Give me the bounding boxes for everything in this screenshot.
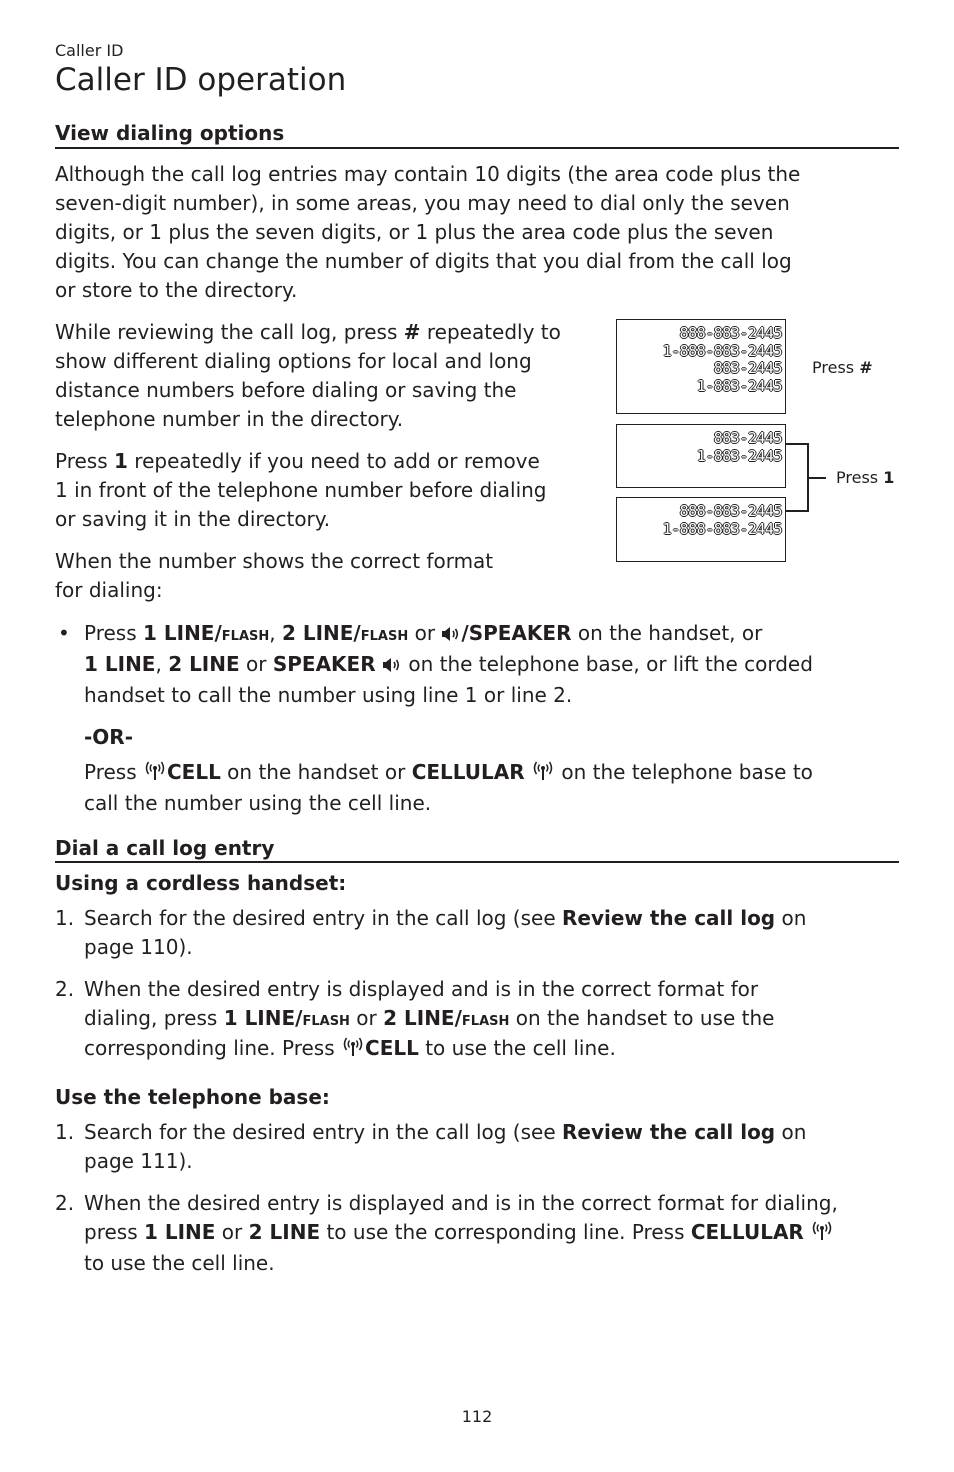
intro-line: digits, or 1 plus the seven digits, or 1 plus the area code plus the seven xyxy=(55,220,774,244)
correct-format-paragraph: When the number shows the correct format for dialing: xyxy=(55,549,494,602)
press-one-paragraph: Press 1 repeatedly if you need to add or remove 1 in front of the telephone number before dialing or saving it in the directory. xyxy=(55,449,547,531)
display-number: 1-888-883-2445 xyxy=(662,519,782,538)
page-number: 112 xyxy=(461,1407,493,1426)
cordless-step-2: When the desired entry is displayed and is in the correct format for dialing, press 1 LINE/flash or 2 LINE/flash on the handset to use the corresponding line. Press CELL to use the cell line. xyxy=(84,975,774,1065)
display-number: 888-883-2445 xyxy=(679,502,782,520)
dial-entry-heading: Dial a call log entry xyxy=(55,836,275,860)
cell-antenna-icon xyxy=(143,760,167,789)
display-number: 1-883-2445 xyxy=(696,446,782,465)
one-key: 1 xyxy=(114,449,128,473)
display-number: 1-888-883-2445 xyxy=(662,341,782,360)
press-one-label: Press 1 xyxy=(836,468,895,487)
step-number: 1. xyxy=(55,1120,75,1144)
section-label: Caller ID xyxy=(55,41,124,60)
intro-line: Although the call log entries may contain 10 digits (the area code plus the xyxy=(55,162,801,186)
cordless-step-1: Search for the desired entry in the call log (see Review the call log on page 110). xyxy=(84,906,807,959)
display-screen-long-distance xyxy=(616,497,786,562)
speaker-icon xyxy=(382,652,402,681)
intro-line: seven-digit number), in some areas, you may need to dial only the seven xyxy=(55,191,790,215)
cell-antenna-icon xyxy=(341,1036,365,1065)
step-number: 1. xyxy=(55,906,75,930)
display-number: 1-883-2445 xyxy=(696,376,782,395)
speaker-icon xyxy=(441,621,461,650)
or-separator: -OR- xyxy=(84,725,134,749)
base-step-2: When the desired entry is displayed and is in the correct format for dialing, press 1 LINE or 2 LINE to use the corresponding line. Press CELLULAR to use the cell line. xyxy=(84,1191,838,1275)
heading-rule xyxy=(55,861,899,863)
step-number: 2. xyxy=(55,1191,75,1215)
press-hash-label: Press # xyxy=(812,358,873,377)
hash-key: # xyxy=(403,320,421,344)
heading-rule xyxy=(55,147,899,149)
cordless-subheading: Using a cordless handset: xyxy=(55,871,347,895)
display-number: 888-883-2445 xyxy=(679,324,782,342)
display-screen-options xyxy=(616,319,786,414)
cell-antenna-icon xyxy=(810,1220,834,1249)
cell-antenna-icon xyxy=(531,760,555,789)
intro-line: digits. You can change the number of digits that you dial from the call log xyxy=(55,249,792,273)
base-step-1: Search for the desired entry in the call log (see Review the call log on page 111). xyxy=(84,1120,807,1173)
press-hash-paragraph: While reviewing the call log, press # repeatedly to show different dialing options for local and long distance numbers before dialing or saving the telephone number in the directory. xyxy=(55,320,561,431)
dial-instructions-item: Press 1 LINE/flash, 2 LINE/flash or /SPEAKER on the handset, or 1 LINE, 2 LINE or SPEAKER on the telephone base, or lift the corded handset to call the number using line 1 or line 2. -OR- Press CELL on the handset or CELLULAR on the telephone base to call the number using the cell line. xyxy=(84,621,813,815)
review-call-log-ref: Review the call log xyxy=(562,1120,776,1144)
review-call-log-ref: Review the call log xyxy=(562,906,776,930)
intro-line: or store to the directory. xyxy=(55,278,298,302)
view-dialing-heading: View dialing options xyxy=(55,121,285,145)
display-screen-local xyxy=(616,424,786,488)
base-subheading: Use the telephone base: xyxy=(55,1085,330,1109)
display-number: 883-2445 xyxy=(713,429,782,447)
step-number: 2. xyxy=(55,977,75,1001)
bracket-connector xyxy=(786,440,836,515)
page-title: Caller ID operation xyxy=(55,62,347,98)
intro-paragraph xyxy=(55,160,800,305)
display-number: 883-2445 xyxy=(713,359,782,377)
bullet-marker: • xyxy=(58,621,70,645)
